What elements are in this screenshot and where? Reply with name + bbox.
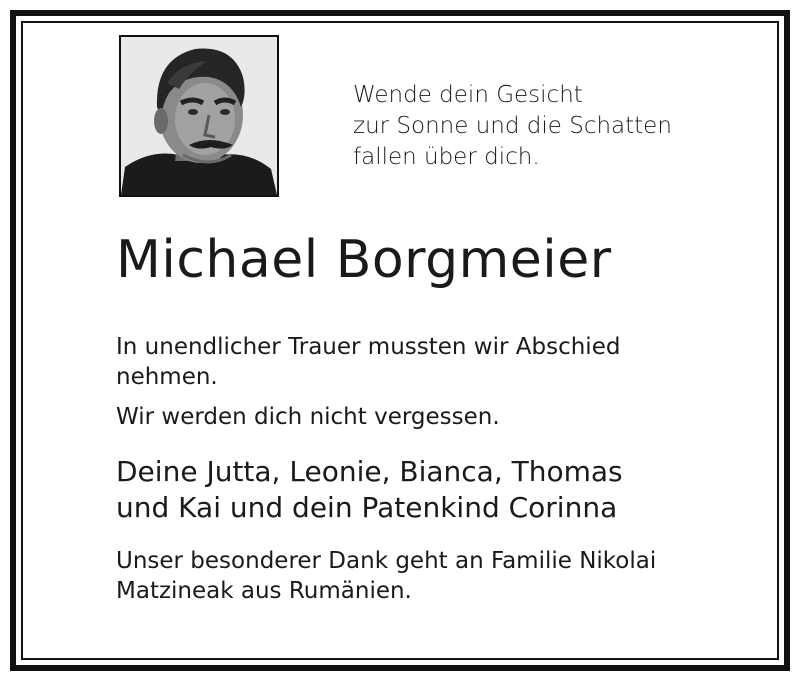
mourning-line: In unendlicher Trauer mussten wir Abschied xyxy=(116,334,621,360)
signature-line: und Kai und dein Patenkind Corinna xyxy=(116,491,618,524)
remember-text: Wir werden dich nicht vergessen. xyxy=(116,404,500,430)
mourning-line: nehmen. xyxy=(116,364,218,390)
mourning-text xyxy=(116,332,620,392)
thanks-line: Unser besonderer Dank geht an Familie Nikolai xyxy=(116,548,657,574)
deceased-name: Michael Borgmeier xyxy=(116,230,612,290)
signature-line: Deine Jutta, Leonie, Bianca, Thomas xyxy=(116,455,623,488)
motto-line: zur Sonne und die Schatten xyxy=(353,113,672,139)
thanks-text xyxy=(116,546,656,606)
thanks-line: Matzineak aus Rumänien. xyxy=(116,578,412,604)
family-signature xyxy=(116,454,623,526)
motto-line: fallen über dich. xyxy=(353,144,540,170)
portrait-photo xyxy=(119,35,279,197)
motto-line: Wende dein Gesicht xyxy=(353,82,583,108)
motto-verse xyxy=(353,80,672,173)
